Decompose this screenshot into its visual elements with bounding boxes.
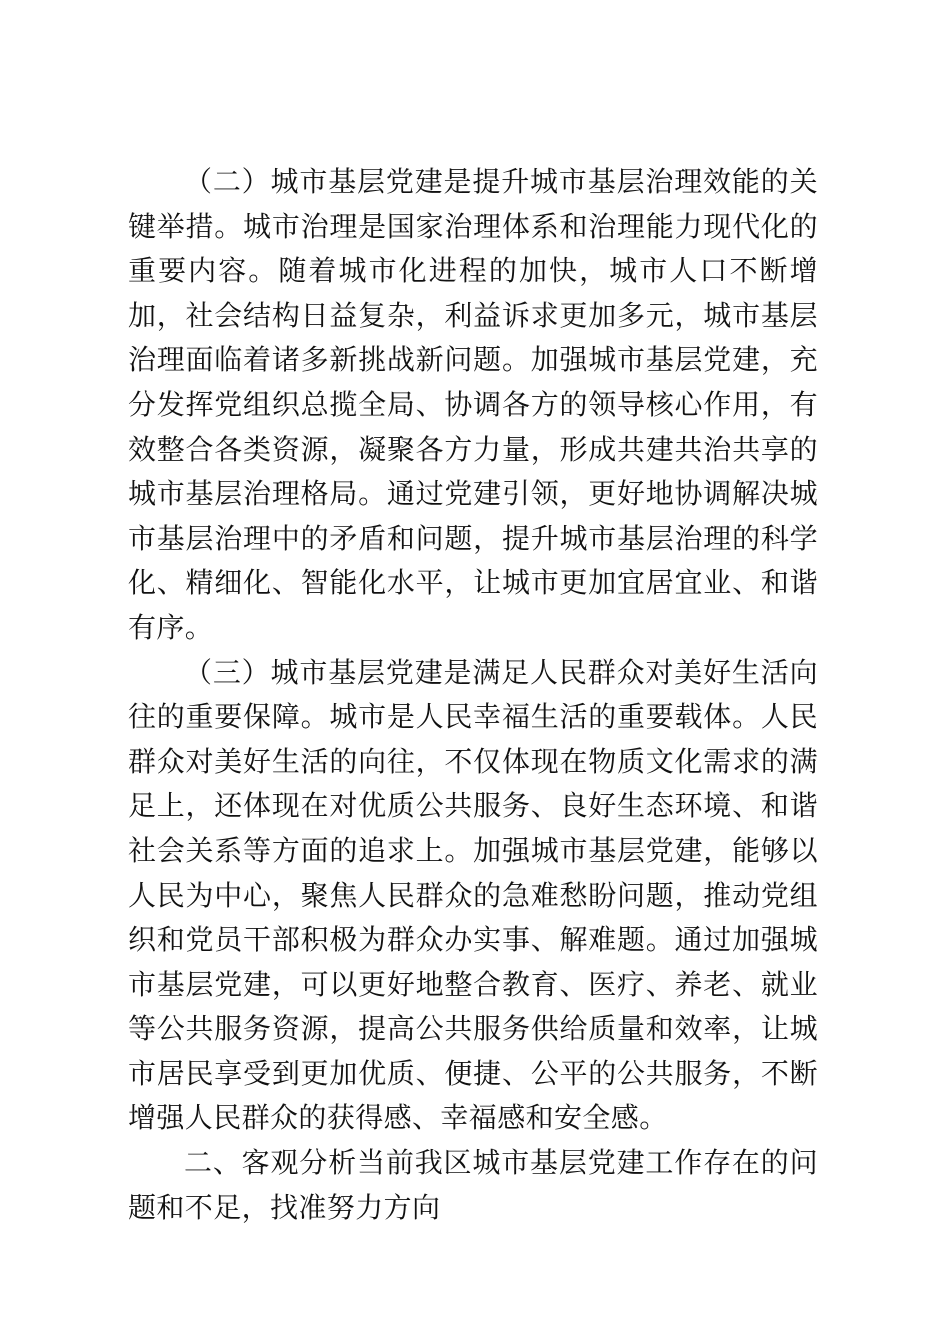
section-heading-2: 二、客观分析当前我区城市基层党建工作存在的问题和不足，找准努力方向 (128, 1146, 818, 1224)
document-body (128, 160, 818, 1230)
paragraph-section-3: （三）城市基层党建是满足人民群众对美好生活向往的重要保障。城市是人民幸福生活的重要载体。人民群众对美好生活的向往，不仅体现在物质文化需求的满足上，还体现在对优质公共服务、良好生态环境、和谐社会关系等方面的追求上。加强城市基层党建，能够以人民为中心，聚焦人民群众的急难愁盼问题，推动党组织和党员干部积极为群众办实事、解难题。通过加强城市基层党建，可以更好地整合教育、医疗、养老、就业等公共服务资源，提高公共服务供给质量和效率，让城市居民享受到更加优质、便捷、公平的公共服务，不断增强人民群众的获得感、幸福感和安全感。 (128, 655, 818, 1135)
paragraph-section-2: （二）城市基层党建是提升城市基层治理效能的关键举措。城市治理是国家治理体系和治理能力现代化的重要内容。随着城市化进程的加快，城市人口不断增加，社会结构日益复杂，利益诉求更加多元，城市基层治理面临着诸多新挑战新问题。加强城市基层党建，充分发挥党组织总揽全局、协调各方的领导核心作用，有效整合各类资源，凝聚各方力量，形成共建共治共享的城市基层治理格局。通过党建引领，更好地协调解决城市基层治理中的矛盾和问题，提升城市基层治理的科学化、精细化、智能化水平，让城市更加宜居宜业、和谐有序。 (128, 165, 818, 644)
